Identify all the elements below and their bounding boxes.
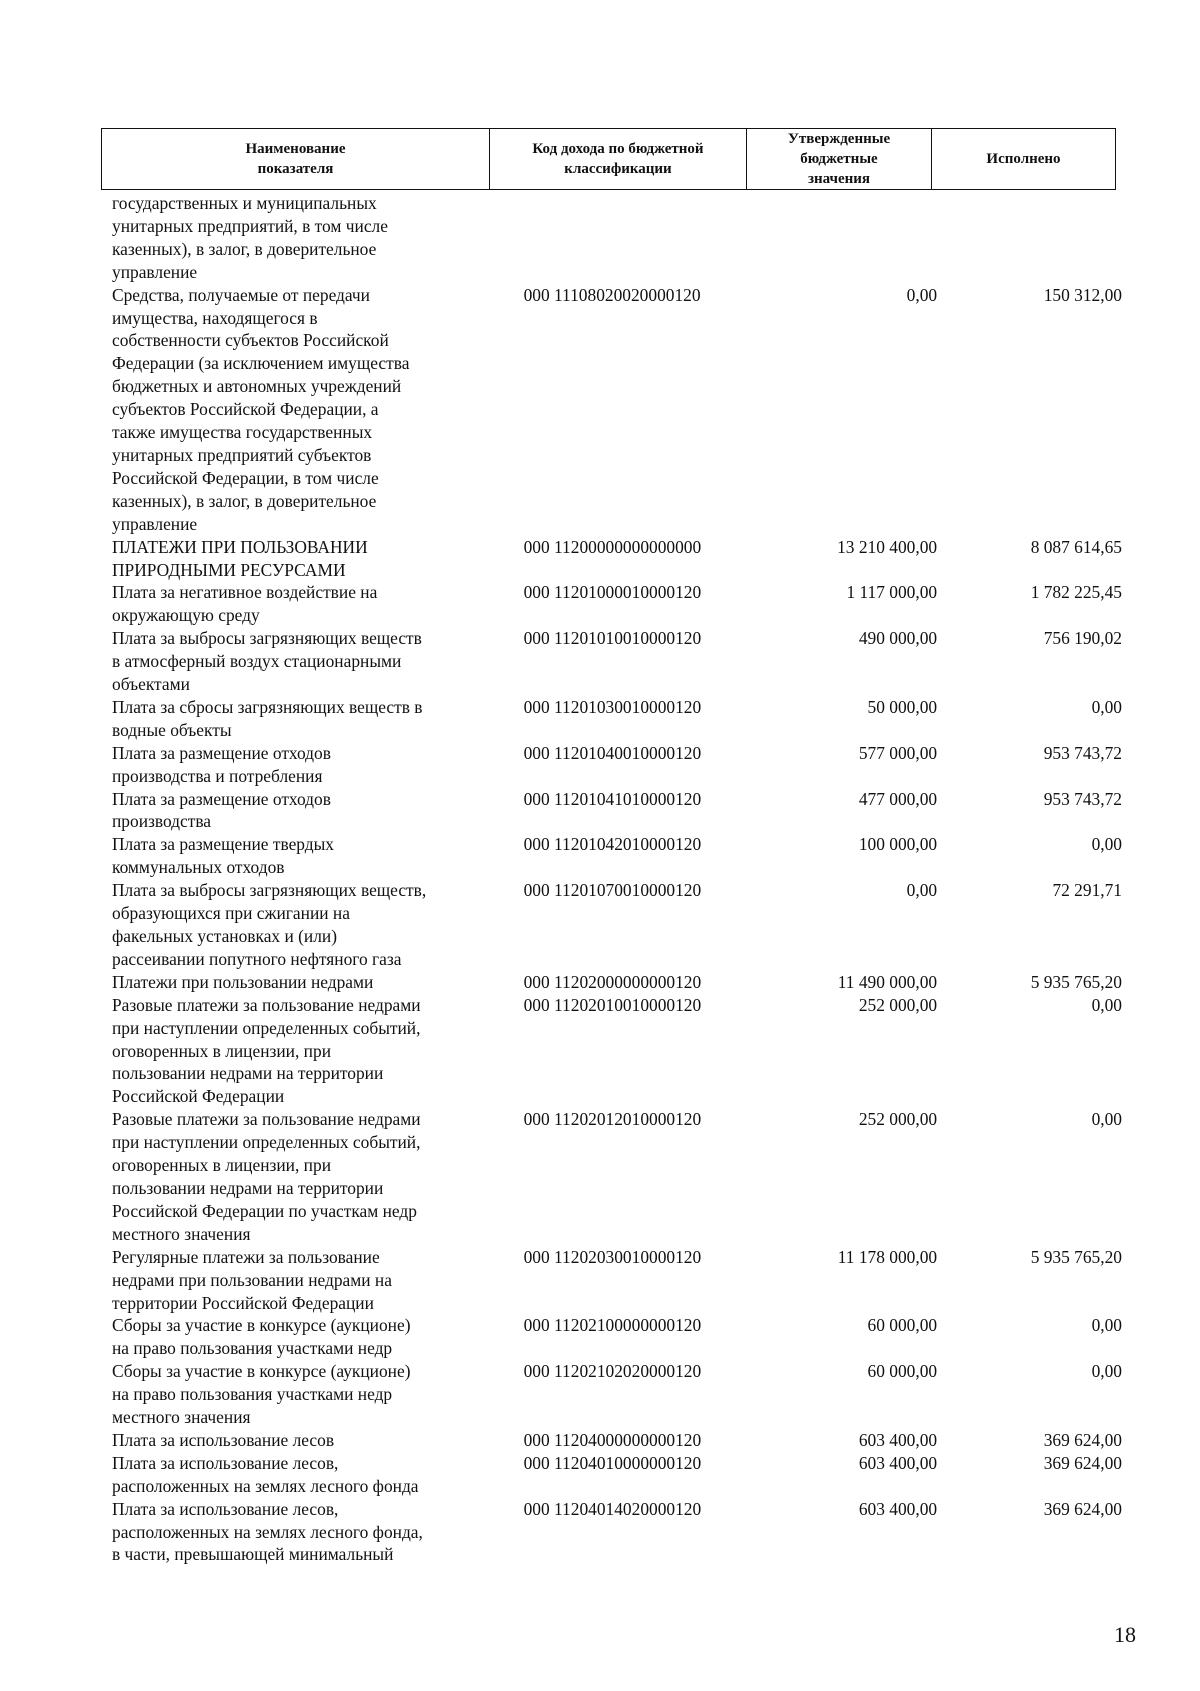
row-code: 000 11202012010000120 [523, 1109, 702, 1130]
row-code: 000 11204010000000120 [523, 1452, 702, 1473]
row-code: 000 11202030010000120 [523, 1246, 702, 1267]
row-name: ПЛАТЕЖИ ПРИ ПОЛЬЗОВАНИИ ПРИРОДНЫМИ РЕСУРСАМИ [112, 536, 368, 580]
row-code: 000 11201000010000120 [523, 582, 702, 603]
table-row [112, 284, 1122, 536]
row-approved: 252 000,00 [858, 994, 938, 1015]
row-approved: 60 000,00 [867, 1315, 938, 1336]
row-approved: 0,00 [906, 284, 938, 305]
header-approved: Утвержденные бюджетные значения [746, 129, 931, 189]
row-name: Плата за размещение твердых коммунальных отходов [112, 834, 334, 878]
row-executed: 5 935 765,20 [1030, 1246, 1122, 1267]
row-executed: 0,00 [1091, 1361, 1122, 1382]
row-executed: 756 190,02 [1043, 628, 1122, 649]
row-approved [754, 192, 937, 284]
row-name: государственных и муниципальных унитарных предприятий, в том числе казенных), в залог, в доверительное управление [112, 193, 388, 282]
row-executed: 8 087 614,65 [1030, 536, 1122, 557]
row-executed: 0,00 [1091, 994, 1122, 1015]
table-row [112, 788, 1122, 834]
row-approved: 252 000,00 [858, 1109, 938, 1130]
header-name: Наименование показателя [245, 141, 346, 177]
row-executed: 0,00 [1091, 1109, 1122, 1130]
table-row [112, 1498, 1122, 1567]
row-name: Плата за выбросы загрязняющих веществ в атмосферный воздух стационарными объектами [112, 628, 422, 695]
table-body [112, 192, 1122, 1566]
row-code: 000 11202010010000120 [523, 994, 702, 1015]
row-code [518, 192, 755, 284]
row-name: Плата за выбросы загрязняющих веществ, образующихся при сжигании на факельных установках и (или) рассеивании попутного нефтяного газа [112, 880, 427, 969]
row-name: Сборы за участие в конкурсе (аукционе) на право пользования участками недр местного значения [112, 1361, 411, 1428]
row-executed: 5 935 765,20 [1030, 971, 1122, 992]
row-approved: 603 400,00 [858, 1452, 938, 1473]
table-row [112, 581, 1122, 627]
row-approved: 1 117 000,00 [846, 582, 938, 603]
row-name: Регулярные платежи за пользование недрами при пользовании недрами на территории Российской Федерации [112, 1246, 392, 1313]
row-approved: 577 000,00 [858, 742, 938, 763]
table-row [112, 536, 1122, 582]
row-executed [937, 192, 1122, 284]
row-code: 000 11201041010000120 [523, 788, 702, 809]
table-row [112, 192, 1122, 284]
row-executed: 1 782 225,45 [1030, 582, 1122, 603]
row-code: 000 11201010010000120 [523, 628, 702, 649]
row-code: 000 11108020020000120 [523, 284, 701, 305]
table-row [112, 971, 1122, 994]
row-code: 000 11202100000000120 [523, 1315, 702, 1336]
row-executed: 0,00 [1091, 1315, 1122, 1336]
row-executed: 150 312,00 [1043, 284, 1122, 305]
table-row [112, 742, 1122, 788]
row-name: Плата за сбросы загрязняющих веществ в водные объекты [112, 696, 423, 740]
row-approved: 50 000,00 [867, 696, 938, 717]
row-executed: 369 624,00 [1043, 1498, 1122, 1519]
row-executed: 0,00 [1091, 696, 1122, 717]
table-row [112, 994, 1122, 1109]
row-code: 000 11202102020000120 [523, 1361, 702, 1382]
table-row [112, 1452, 1122, 1498]
row-name: Средства, получаемые от передачи имущества, находящегося в собственности субъектов Российской Федерации (за исключением имущества бюджетных и автономных учреждений субъектов Российской Федерации, а также имущества государственных унитарных предприятий субъектов Российской Федерации, в том числе казенных), в залог, в доверительное управление [112, 284, 410, 534]
row-code: 000 11201042010000120 [523, 834, 702, 855]
table-row [112, 1246, 1122, 1315]
table-header [101, 128, 1116, 190]
row-name: Плата за использование лесов, расположенных на землях лесного фонда, в части, превышающей минимальный [112, 1498, 423, 1565]
row-approved: 60 000,00 [867, 1361, 938, 1382]
row-approved: 490 000,00 [858, 628, 938, 649]
page-number: 18 [1114, 1622, 1136, 1647]
row-approved: 477 000,00 [858, 788, 938, 809]
header-executed: Исполнено [931, 129, 1115, 189]
row-executed: 369 624,00 [1043, 1429, 1122, 1450]
row-code: 000 11204014020000120 [523, 1498, 702, 1519]
row-name: Плата за использование лесов, расположенных на землях лесного фонда [112, 1452, 419, 1496]
table-row [112, 1314, 1122, 1360]
row-code: 000 11204000000000120 [523, 1429, 702, 1450]
row-code: 000 11201070010000120 [523, 880, 702, 901]
row-executed: 72 291,71 [1052, 880, 1122, 901]
row-approved: 11 490 000,00 [837, 971, 938, 992]
table-row [112, 833, 1122, 879]
row-code: 000 11201040010000120 [523, 742, 702, 763]
table-row [112, 696, 1122, 742]
header-code: Код дохода по бюджетной классификации [489, 129, 746, 189]
row-executed: 953 743,72 [1043, 788, 1122, 809]
row-name: Платежи при пользовании недрами [112, 971, 374, 992]
row-name: Плата за негативное воздействие на окружающую среду [112, 582, 378, 626]
row-approved: 11 178 000,00 [837, 1246, 938, 1267]
row-approved: 100 000,00 [858, 834, 938, 855]
row-approved: 0,00 [906, 880, 938, 901]
row-approved: 13 210 400,00 [837, 536, 938, 557]
table-row [112, 1429, 1122, 1452]
row-name: Плата за размещение отходов производства и потребления [112, 742, 331, 786]
row-name: Разовые платежи за пользование недрами при наступлении определенных событий, оговоренных в лицензии, при пользовании недрами на территории Российской Федерации [112, 994, 421, 1107]
row-approved: 603 400,00 [858, 1498, 938, 1519]
row-executed: 0,00 [1091, 834, 1122, 855]
row-name: Плата за использование лесов [112, 1429, 335, 1450]
row-executed: 953 743,72 [1043, 742, 1122, 763]
row-code: 000 11202000000000120 [523, 971, 702, 992]
row-name: Сборы за участие в конкурсе (аукционе) на право пользования участками недр [112, 1315, 411, 1359]
row-code: 000 11200000000000000 [523, 536, 702, 557]
row-name: Плата за размещение отходов производства [112, 788, 331, 832]
table-row [112, 879, 1122, 971]
row-executed: 369 624,00 [1043, 1452, 1122, 1473]
table-row [112, 627, 1122, 696]
table-row [112, 1108, 1122, 1245]
row-code: 000 11201030010000120 [523, 696, 702, 717]
row-name: Разовые платежи за пользование недрами при наступлении определенных событий, оговоренных в лицензии, при пользовании недрами на территории Российской Федерации по участкам недр местного значения [112, 1109, 421, 1244]
table-row [112, 1360, 1122, 1429]
row-approved: 603 400,00 [858, 1429, 938, 1450]
